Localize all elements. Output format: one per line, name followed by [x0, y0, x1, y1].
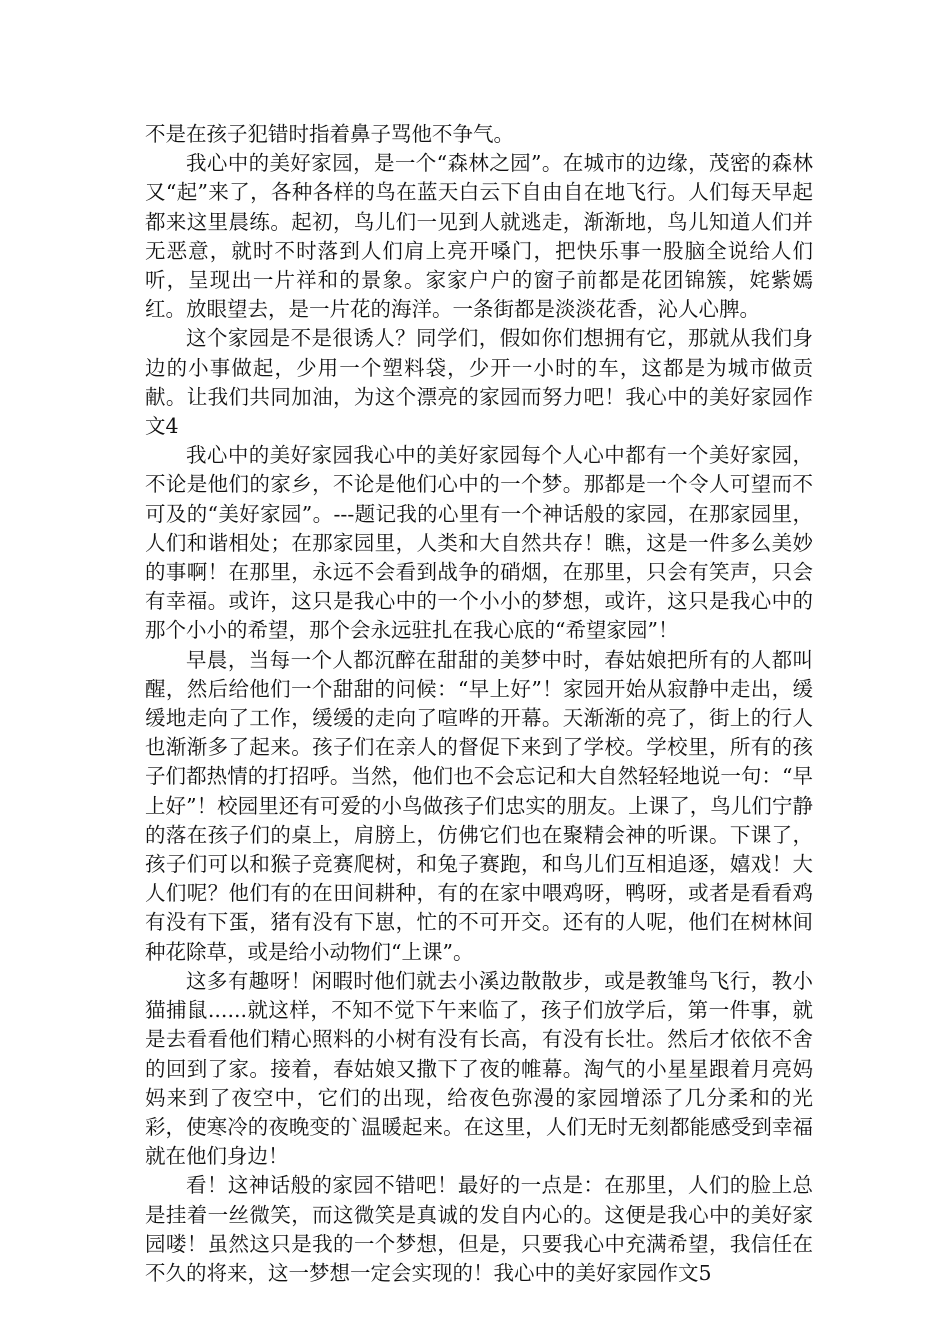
paragraph-forest-garden: 我心中的美好家园，是一个“森林之园”。在城市的边缘，茂密的森林又“起”来了，各种各样的鸟在蓝天白云下自由自在地飞行。人们每天早起都来这里晨练。起初，鸟儿们一见到人就逃走，渐渐地，鸟儿知道人们并无恶意，就时不时落到人们肩上亮开嗓门，把快乐事一股脑全说给人们听，呈现出一片祥和的景象。家家户户的窗子前都是花团锦簇，姹紫嫣红。放眼望去，是一片花的海洋。一条街都是淡淡花香，沁人心脾。	[145, 151, 813, 322]
paragraph-evening: 这多有趣呀！闲暇时他们就去小溪边散散步，或是教雏鸟飞行，教小猫捕鼠......就这样，不知不觉下午来临了，孩子们放学后，第一件事，就是去看看他们精心照料的小树有没有长高，有没有长壮。然后才依依不舍的回到了家。接着，春姑娘又撒下了夜的帷幕。淘气的小星星跟着月亮妈妈来到了夜空中，它们的出现，给夜色弥漫的家园增添了几分柔和的光彩，使寒冷的夜晚变的`温暖起来。在这里，人们无时无刻都能感受到幸福就在他们身边！	[145, 968, 813, 1169]
paragraph-conclusion: 看！这神话般的家园不错吧！最好的一点是：在那里，人们的脸上总是挂着一丝微笑，而这微笑是真诚的发自内心的。这便是我心中的美好家园喽！虽然这只是我的一个梦想，但是，只要我心中充满希望，我信任在不久的将来，这一梦想一定会实现的！我心中的美好家园作文5	[145, 1173, 813, 1285]
paragraph-dream-garden: 我心中的美好家园我心中的美好家园每个人心中都有一个美好家园，不论是他们的家乡，不论是他们心中的一个梦。那都是一个令人可望而不可及的“美好家园”。---题记我的心里有一个神话般的家园，在那家园里，人们和谐相处；在那家园里，人类和大自然共存！瞧，这是一件多么美妙的事啊！在那里，永远不会看到战争的硝烟，在那里，只会有笑声，只会有幸福。或许，这只是我心中的一个小小的梦想，或许，这只是我心中的那个小小的希望，那个会永远驻扎在我心底的“希望家园”！	[145, 443, 813, 643]
paragraph-appeal: 这个家园是不是很诱人？同学们，假如你们想拥有它，那就从我们身边的小事做起，少用一个塑料袋，少开一小时的车，这都是为城市做贡献。让我们共同加油，为这个漂亮的家园而努力吧！我心中的美好家园作文4	[145, 326, 813, 439]
paragraph-continuation: 不是在孩子犯错时指着鼻子骂他不争气。	[145, 122, 514, 146]
paragraph-morning: 早晨，当每一个人都沉醉在甜甜的美梦中时，春姑娘把所有的人都叫醒，然后给他们一个甜甜的问候：“早上好”！家园开始从寂静中走出，缓缓地走向了工作，缓缓的走向了喧哗的开幕。天渐渐的亮了，街上的行人也渐渐多了起来。孩子们在亲人的督促下来到了学校。学校里，所有的孩子们都热情的打招呼。当然，他们也不会忘记和大自然轻轻地说一句：“早上好”！校园里还有可爱的小鸟做孩子们忠实的朋友。上课了，鸟儿们宁静的落在孩子们的桌上，肩膀上，仿佛它们也在聚精会神的听课。下课了，孩子们可以和猴子竞赛爬树，和兔子赛跑，和鸟儿们互相追逐，嬉戏！大人们呢？他们有的在田间耕种，有的在家中喂鸡呀，鸭呀，或者是看看鸡有没有下蛋，猪有没有下崽，忙的不可开交。还有的人呢，他们在树林间种花除草，或是给小动物们“上课”。	[145, 647, 813, 964]
document-body	[145, 120, 813, 1288]
